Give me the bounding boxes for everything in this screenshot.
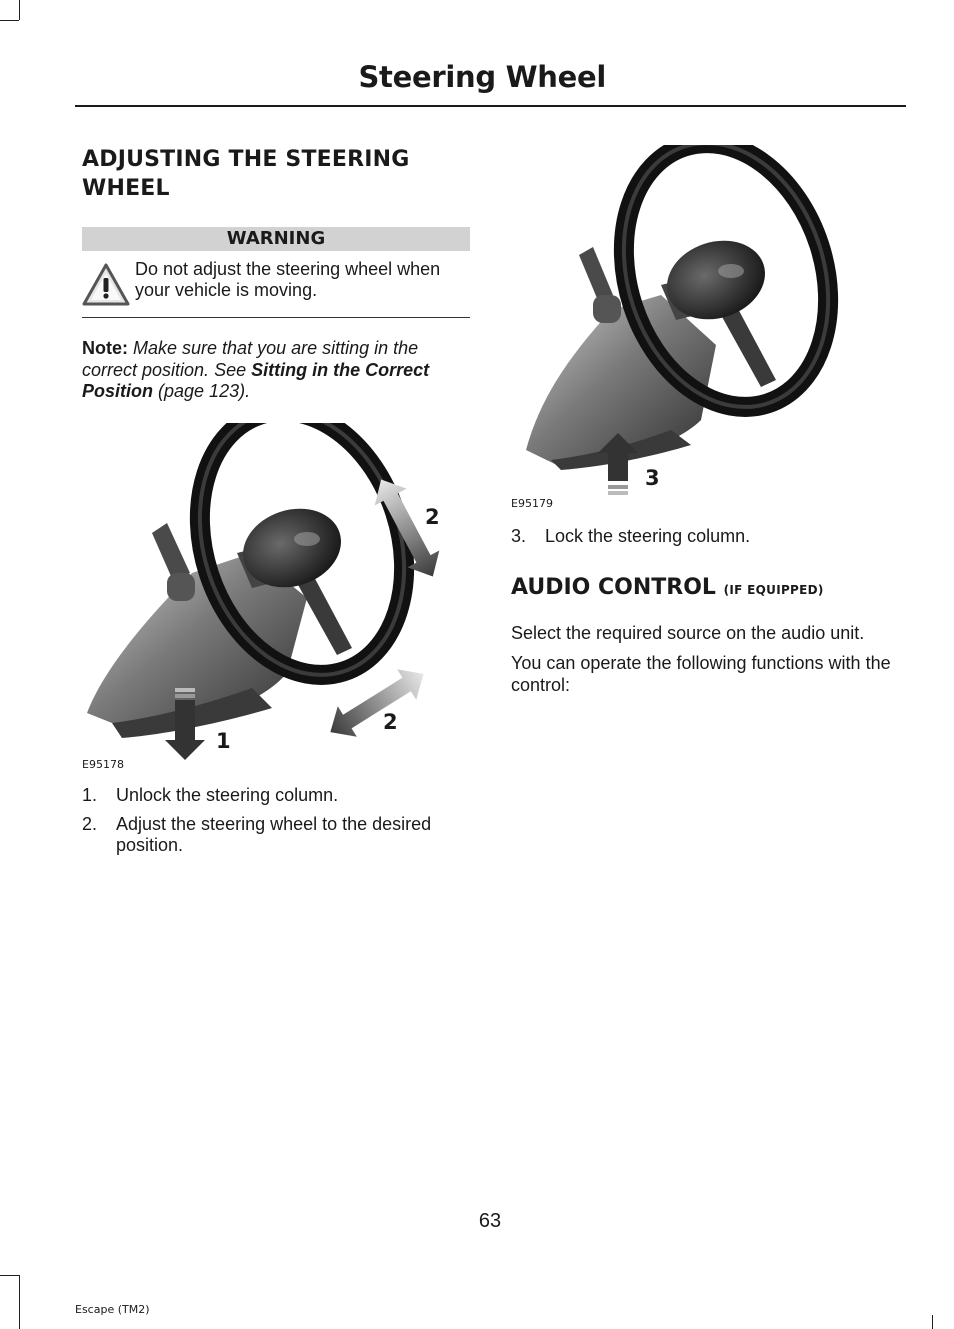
callout-2-lower: 2	[383, 709, 398, 734]
page-number: 63	[478, 1210, 502, 1232]
list-item	[82, 814, 470, 856]
note-see: See	[214, 359, 247, 380]
warning-bar: WARNING	[82, 227, 470, 251]
crop-mark	[19, 1275, 20, 1329]
steps-list	[511, 526, 906, 547]
audio-section	[511, 575, 906, 696]
list-item	[82, 785, 470, 806]
figure-lock	[511, 145, 851, 495]
step-number: 2.	[82, 813, 98, 834]
warning-triangle-icon	[82, 263, 130, 307]
figure-unlock-adjust	[82, 423, 470, 763]
crop-mark	[0, 20, 19, 21]
warning-text: Do not adjust the steering wheel when your vehicle is moving.	[135, 259, 441, 300]
right-column	[511, 145, 906, 696]
audio-qualifier: (IF EQUIPPED)	[723, 583, 824, 597]
crop-mark	[0, 1275, 19, 1276]
step-number: 1.	[82, 784, 98, 805]
callout-2-upper: 2	[425, 504, 440, 529]
note-page-ref: (page 123).	[158, 381, 251, 401]
header-rule	[75, 105, 906, 107]
steering-wheel-illustration	[511, 145, 851, 495]
left-column	[82, 145, 470, 864]
callout-3: 3	[645, 466, 660, 490]
crop-mark	[19, 0, 20, 20]
warning-box	[82, 259, 470, 318]
step-text: Unlock the steering column.	[116, 784, 339, 805]
figure-code: E95178	[82, 757, 124, 771]
audio-paragraph: Select the required source on the audio unit.	[511, 623, 865, 643]
list-item	[511, 526, 906, 547]
footer-text: Escape (TM2)	[75, 1303, 150, 1316]
audio-title-text: AUDIO CONTROL	[511, 575, 716, 600]
note-label: Note:	[82, 338, 128, 358]
section-title: ADJUSTING THE STEERING WHEEL	[82, 147, 410, 201]
figure-code: E95179	[511, 497, 553, 510]
step-text: Lock the steering column.	[545, 526, 751, 546]
step-text: Adjust the steering wheel to the desired position.	[116, 813, 432, 855]
steps-list	[82, 785, 470, 856]
page-title: Steering Wheel	[358, 60, 606, 94]
crop-mark	[932, 1315, 933, 1329]
callout-1: 1	[216, 728, 231, 753]
steering-wheel-illustration	[82, 423, 470, 763]
audio-paragraph: You can operate the following functions with the control:	[511, 653, 891, 695]
note	[82, 338, 470, 403]
audio-control-title	[511, 575, 906, 600]
note-link[interactable]: Sitting in the Correct Position	[82, 359, 430, 401]
note-text: Make sure that you are sitting in the correct position.	[82, 338, 419, 380]
step-number: 3.	[511, 526, 527, 546]
